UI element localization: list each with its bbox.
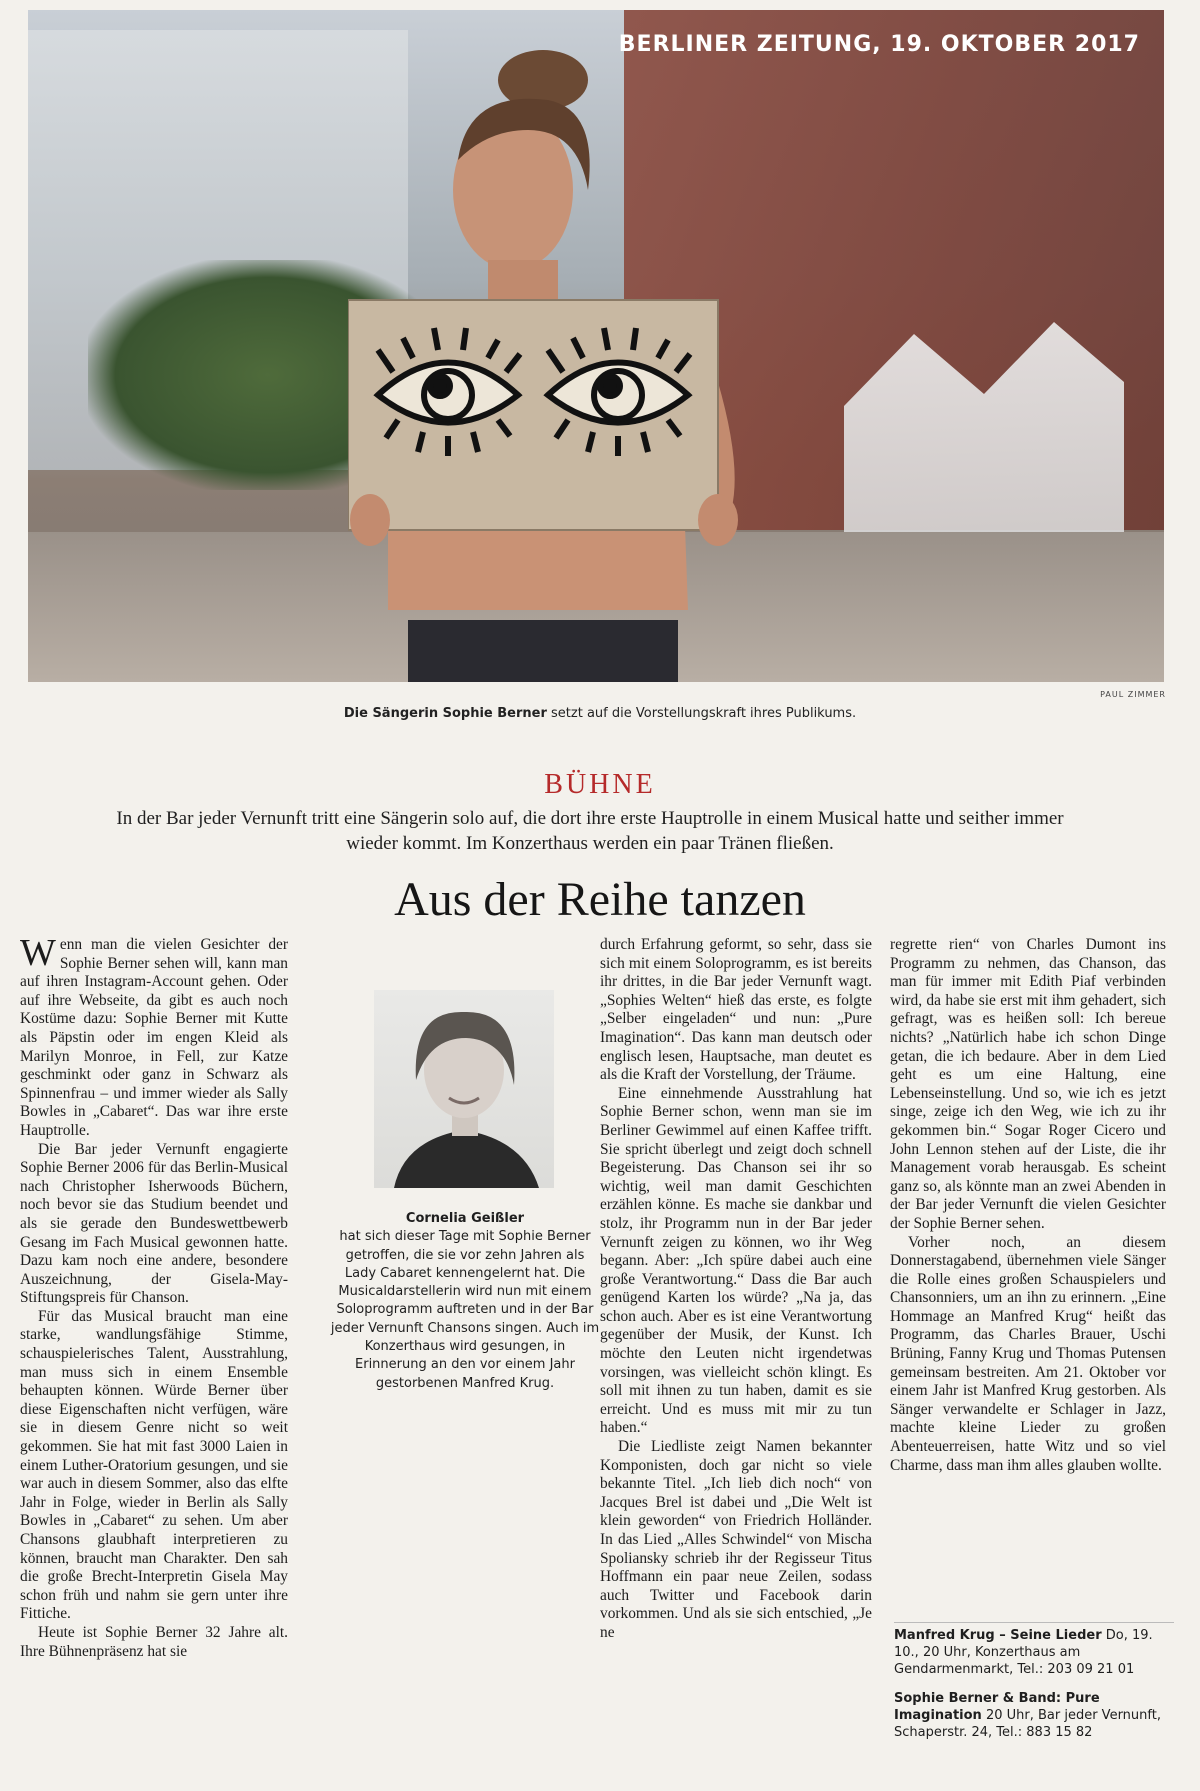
- event-details: Do, 19. 10., 20 Uhr, Konzerthaus am Gendarmenmarkt, Tel.: 203 09 21 01: [894, 1628, 1153, 1677]
- event-details: 20 Uhr, Bar jeder Vernunft, Schaperstr. 24, Tel.: 883 15 82: [894, 1708, 1161, 1740]
- caption-name: Die Sängerin Sophie Berner: [343, 706, 547, 721]
- paragraph: Vorher noch, an diesem Donnerstagabend, übernehmen viele Sänger die Rolle eines großen Schauspielers und Chansonniers, um an ihn zu erinnern. „Eine Hommage an Manfred Krug“ heißt das Programm, das Charles Brauer, Uschi Brüning, Fanny Krug und Thomas Putensen gemeinsam bestreiten. Am 21. Oktober vor einem Jahr ist Manfred Krug gestorben. Als Sänger verwandelte er Schlager in Jazz, machte kleine Lieder zu großen Abenteuerreisen, hatte Witz und so viel Charme, dass man ihm alles glauben wollte.: [890, 1233, 1166, 1474]
- hero-photo: [28, 10, 1164, 682]
- event-infobox: [894, 1622, 1174, 1753]
- event-title: Manfred Krug – Seine Lieder: [894, 1628, 1102, 1643]
- photo-caption: [0, 706, 1200, 721]
- paragraph: Heute ist Sophie Berner 32 Jahre alt. Ihre Bühnenpräsenz hat sie: [20, 1623, 288, 1660]
- author-box: [330, 1210, 600, 1393]
- author-description: hat sich dieser Tage mit Sophie Berner getroffen, die sie vor zehn Jahren als Lady Cabaret kennengelernt hat. Die Musicaldarstellerin wird nun mit einem Soloprogramm auftreten und in der Bar jeder Vernunft Chansons singen. Auch im Konzerthaus wird gesungen, in Erinnerung an den vor einem Jahr gestorbenen Manfred Krug.: [330, 1229, 600, 1391]
- article-teaser: In der Bar jeder Vernunft tritt eine Sängerin solo auf, die dort ihre erste Hauptrolle in einem Musical hatte und seither immer wieder kommt. Im Konzerthaus werden ein paar Tränen fließen.: [116, 808, 1064, 854]
- author-portrait: [374, 990, 554, 1188]
- paragraph: Eine einnehmende Ausstrahlung hat Sophie Berner schon, wenn man sie im Berliner Gewimmel auf einen Kaffee trifft. Sie spricht überlegt und zeigt doch schnell Begeisterung. Das Chanson sei ihr so wichtig, weil man damit Geschichten erzählen könne. Es mache sie dankbar und stolz, ihr Programm nun in der Bar jeder Vernunft zeigen zu können, wo ihr Weg begann. Aber: „Ich spüre dabei auch eine große Verantwortung.“ Dass die Bar auch genügend Karten los würde? „Na ja, das schon auch. Aber es ist eine Verantwortung gegenüber der Musik, der Kunst. Ich möchte den Leuten nicht irgendetwas vorsingen, was vielleicht schön klingt. Es soll mit ihnen zu tun haben, damit es sie erreicht. Und es muss mit mir zu tun haben.“: [600, 1084, 872, 1437]
- event-item: [894, 1627, 1174, 1678]
- paragraph: regrette rien“ von Charles Dumont ins Programm zu nehmen, das Chanson, das man für immer mit Edith Piaf verbinden wird, da habe sie erst mit ihm gehadert, sich gefragt, was es heißen soll: Ich bereue nichts? „Natürlich habe ich schon Dinge getan, die ich bedaure. Aber in dem Lied geht es um eine Haltung, eine Lebenseinstellung. Und so, wie ich es jetzt singe, zeige ich den Weg, wie ich zu ihr gekommen bin.“ Sogar Roger Cicero und John Lennon stehen auf der Liste, die ihr Management vorab herausgab. Es scheint ganz so, als könnte man an zwei Abenden in der Bar jeder Vernunft die vielen Gesichter der Sophie Berner sehen.: [890, 936, 1166, 1232]
- dateline: BERLINER ZEITUNG, 19. OKTOBER 2017: [618, 32, 1140, 57]
- event-item: [894, 1690, 1174, 1741]
- article-headline: Aus der Reihe tanzen: [394, 873, 806, 926]
- paragraph: Für das Musical braucht man eine starke, wandlungsfähige Stimme, schauspielerisches Talent, Ausstrahlung, man muss sich in einem Ensemble behaupten können. Würde Berner über diese Eigenschaften nicht verfügen, wäre sie in diesem Genre nicht so weit gekommen. Sie hat mit fast 3000 Laien in einem Luther-Oratorium gesungen, und sie war auch in diesem Sommer, also das elfte Jahr in Folge, wieder in Berlin als Sally Bowles in „Cabaret“ zu sehen. Um aber Chansons glaubhaft interpretieren zu können, braucht man Charakter. Den sah die große Brecht-Interpretin Gisela May schon früh und nahm sie gern unter ihre Fittiche.: [20, 1307, 288, 1623]
- paragraph: Die Liedliste zeigt Namen bekannter Komponisten, doch gar nicht so viele bekannte Titel. „Ich lieb dich noch“ von Jacques Brel ist dabei und „Die Welt ist klein geworden“ von Friedrich Holländer. In das Lied „Alles Schwindel“ von Mischa Spoliansky schrieb ihr der Regisseur Titus Hoffmann ein paar neue Zeilen, sodass auch Twitter und Facebook darin vorkommen. Und als sie sich entschied, „Je ne: [600, 1438, 872, 1641]
- dropcap: W: [20, 932, 56, 974]
- paragraph: [20, 932, 288, 1141]
- event-title: Sophie Berner & Band: Pure Imagination: [894, 1691, 1100, 1723]
- photo-singer-with-sign: [348, 50, 768, 682]
- section-rubric: BÜHNE: [544, 769, 656, 800]
- author-name: Cornelia Geißler: [405, 1211, 525, 1226]
- article-column-4: [890, 936, 1166, 1475]
- caption-text: setzt auf die Vorstellungskraft ihres Publikums.: [546, 706, 857, 721]
- paragraph: durch Erfahrung geformt, so sehr, dass sie sich mit einem Soloprogramm, es ist bereits ihr drittes, in die Bar jeder Vernunft wagt. „Sophies Welten“ hieß das erste, es folgte „Selber eingeladen“ und nun: „Pure Imagination“. Das kann man deutsch oder englisch lesen, Hauptsache, man deutet es als die Kraft der Vorstellung, der Träume.: [600, 936, 872, 1084]
- photo-credit: PAUL ZIMMER: [1100, 690, 1166, 699]
- paragraph: Die Bar jeder Vernunft engagierte Sophie Berner 2006 für das Berlin-Musical nach Christopher Isherwoods Büchern, noch bevor sie das Studium beendet und als sie gerade den Bundeswettbewerb Gesang im Fach Musical gewonnen hatte. Dazu kam noch eine andere, besondere Auszeichnung, der Gisela-May-Stiftungspreis für Chanson.: [20, 1140, 288, 1307]
- article-column-1: [20, 932, 288, 1661]
- author-portrait-drawing: [374, 990, 554, 1188]
- article-column-3: [600, 936, 872, 1643]
- paragraph-text: enn man die vielen Gesichter der Sophie Berner sehen will, kann man auf ihren Instagram-Account gehen. Oder auf ihre Webseite, da gibt es auch noch Kostüme dazu: Sophie Berner mit Kutte als Päpstin oder im engen Kleid als Marilyn Monroe, in Fell, zur Katze geschminkt oder ganz in Schwarz als Spinnenfrau – und immer wieder als Sally Bowles in „Cabaret“. Das war ihre erste Hauptrolle.: [20, 936, 288, 1139]
